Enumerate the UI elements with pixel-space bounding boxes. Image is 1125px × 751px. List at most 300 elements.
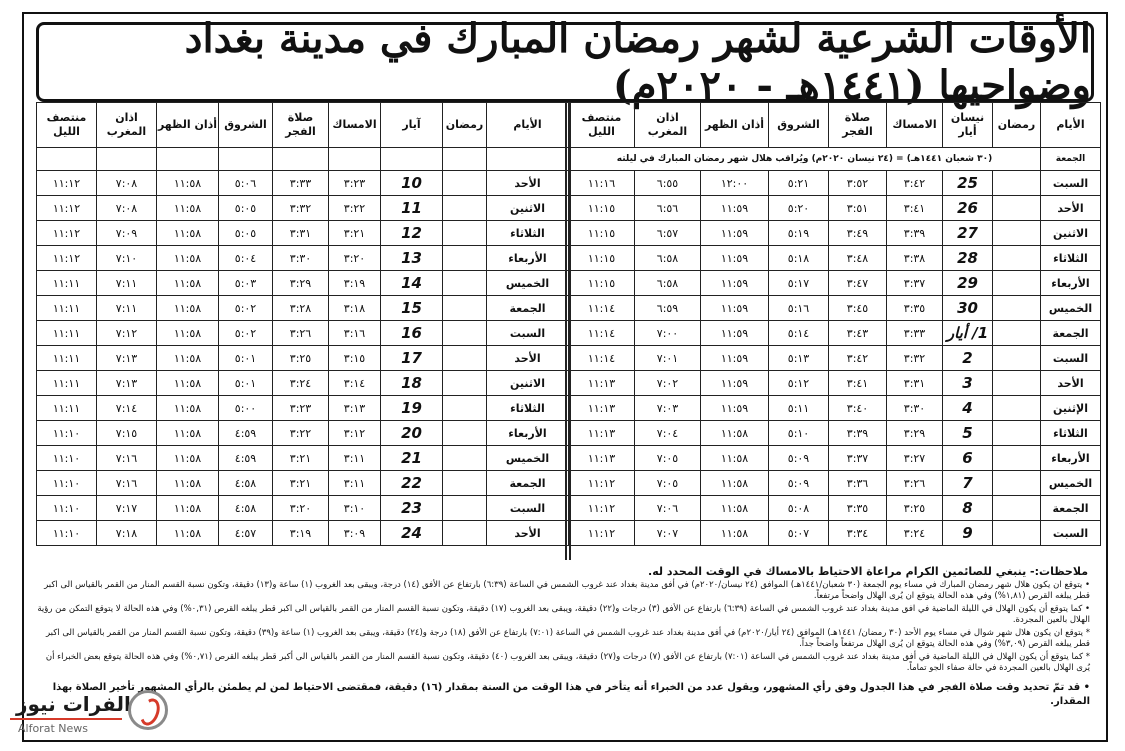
table-row xyxy=(569,296,1101,321)
empty-cell xyxy=(97,148,157,171)
fajr-cell: ٣:٢٩ xyxy=(273,271,329,296)
sunrise-cell: ٥:١٠ xyxy=(769,421,829,446)
midnight-cell: ١١:١٢ xyxy=(37,221,97,246)
dhuhr-cell: ١١:٥٩ xyxy=(701,296,769,321)
notes-section xyxy=(36,560,1094,738)
midnight-cell: ١١:١٢ xyxy=(37,171,97,196)
midnight-cell: ١١:١٤ xyxy=(569,296,635,321)
imsak-cell: ٣:١٩ xyxy=(329,271,381,296)
fajr-cell: ٣:٤١ xyxy=(829,371,887,396)
imsak-cell: ٣:١٨ xyxy=(329,296,381,321)
sunrise-cell: ٥:١٦ xyxy=(769,296,829,321)
fajr-cell: ٣:٣٩ xyxy=(829,421,887,446)
table-row xyxy=(569,171,1101,196)
maghrib-cell: ٧:٠٨ xyxy=(97,171,157,196)
column-header: رمضان xyxy=(443,103,487,148)
ramadan-cell xyxy=(443,271,487,296)
midnight-cell: ١١:١٥ xyxy=(569,246,635,271)
day-cell: السبت xyxy=(1041,346,1101,371)
maghrib-cell: ٧:١٦ xyxy=(97,446,157,471)
ramadan-cell xyxy=(443,521,487,546)
table-row xyxy=(569,221,1101,246)
fajr-cell: ٣:٣٣ xyxy=(273,171,329,196)
imsak-cell: ٣:٣٥ xyxy=(887,296,943,321)
date-cell: 16 xyxy=(381,321,443,346)
column-header: أذان الظهر xyxy=(701,103,769,148)
fajr-cell: ٣:٢٤ xyxy=(273,371,329,396)
maghrib-cell: ٦:٥٧ xyxy=(635,221,701,246)
maghrib-cell: ٧:١٣ xyxy=(97,346,157,371)
maghrib-cell: ٧:٠٩ xyxy=(97,221,157,246)
midnight-cell: ١١:١٣ xyxy=(569,396,635,421)
maghrib-cell: ٧:١٤ xyxy=(97,396,157,421)
fajr-cell: ٣:٤٨ xyxy=(829,246,887,271)
imsak-cell: ٣:٣٠ xyxy=(887,396,943,421)
ramadan-cell xyxy=(443,371,487,396)
table-row xyxy=(37,421,569,446)
maghrib-cell: ٦:٥٨ xyxy=(635,246,701,271)
table-row xyxy=(37,246,569,271)
day-cell: الثلاثاء xyxy=(487,221,569,246)
dhuhr-cell: ١١:٥٩ xyxy=(701,271,769,296)
midnight-cell: ١١:١٢ xyxy=(569,496,635,521)
date-cell: 17 xyxy=(381,346,443,371)
ramadan-cell xyxy=(443,446,487,471)
fajr-cell: ٣:٢٣ xyxy=(273,396,329,421)
empty-cell xyxy=(329,148,381,171)
sunrise-cell: ٥:٠٠ xyxy=(219,396,273,421)
date-cell: 3 xyxy=(943,371,993,396)
imsak-cell: ٣:٠٩ xyxy=(329,521,381,546)
maghrib-cell: ٧:١٨ xyxy=(97,521,157,546)
sunrise-cell: ٥:١١ xyxy=(769,396,829,421)
timetable-page xyxy=(22,12,1108,742)
table-row xyxy=(37,396,569,421)
imsak-cell: ٣:١٠ xyxy=(329,496,381,521)
sunrise-cell: ٥:٠٥ xyxy=(219,221,273,246)
day-cell: الخميس xyxy=(1041,471,1101,496)
ramadan-cell xyxy=(993,346,1041,371)
date-cell: 14 xyxy=(381,271,443,296)
midnight-cell: ١١:١١ xyxy=(37,396,97,421)
sunrise-cell: ٥:١٢ xyxy=(769,371,829,396)
day-cell: السبت xyxy=(1041,171,1101,196)
imsak-cell: ٣:٣٣ xyxy=(887,321,943,346)
imsak-cell: ٣:١١ xyxy=(329,446,381,471)
maghrib-cell: ٧:٠٧ xyxy=(635,521,701,546)
imsak-cell: ٣:٣٩ xyxy=(887,221,943,246)
fajr-cell: ٣:٤٩ xyxy=(829,221,887,246)
midnight-cell: ١١:١٥ xyxy=(569,271,635,296)
sunrise-cell: ٤:٥٩ xyxy=(219,446,273,471)
table-row xyxy=(569,421,1101,446)
date-cell: 27 xyxy=(943,221,993,246)
fajr-cell: ٣:٢٨ xyxy=(273,296,329,321)
imsak-cell: ٣:١٢ xyxy=(329,421,381,446)
date-cell: 5 xyxy=(943,421,993,446)
ramadan-cell xyxy=(443,246,487,271)
imsak-cell: ٣:١٣ xyxy=(329,396,381,421)
fajr-cell: ٣:٥٢ xyxy=(829,171,887,196)
column-header: نيسان أيار xyxy=(943,103,993,148)
day-cell: الأحد xyxy=(487,521,569,546)
fajr-cell: ٣:٣٥ xyxy=(829,496,887,521)
date-cell: 15 xyxy=(381,296,443,321)
table-row xyxy=(569,321,1101,346)
day-cell: الجمعة xyxy=(1041,321,1101,346)
ramadan-cell xyxy=(993,496,1041,521)
date-cell: 13 xyxy=(381,246,443,271)
midnight-cell: ١١:١٠ xyxy=(37,521,97,546)
ramadan-cell xyxy=(993,471,1041,496)
column-header: اذان المغرب xyxy=(635,103,701,148)
date-cell: 24 xyxy=(381,521,443,546)
fajr-cell: ٣:٤٠ xyxy=(829,396,887,421)
empty-cell xyxy=(219,148,273,171)
maghrib-cell: ٧:٠٦ xyxy=(635,496,701,521)
dhuhr-cell: ١١:٥٨ xyxy=(157,196,219,221)
sunrise-cell: ٥:٠٣ xyxy=(219,271,273,296)
imsak-cell: ٣:٤١ xyxy=(887,196,943,221)
dhuhr-cell: ١١:٥٨ xyxy=(701,521,769,546)
imsak-cell: ٣:٤٢ xyxy=(887,171,943,196)
sunrise-cell: ٤:٥٨ xyxy=(219,496,273,521)
empty-cell xyxy=(381,148,443,171)
column-header: الامساك xyxy=(887,103,943,148)
date-cell: 22 xyxy=(381,471,443,496)
sunrise-cell: ٥:٠٩ xyxy=(769,471,829,496)
imsak-cell: ٣:٣٧ xyxy=(887,271,943,296)
sunrise-cell: ٥:١٨ xyxy=(769,246,829,271)
dhuhr-cell: ١١:٥٩ xyxy=(701,346,769,371)
empty-cell xyxy=(157,148,219,171)
ramadan-cell xyxy=(993,196,1041,221)
dhuhr-cell: ١١:٥٩ xyxy=(701,196,769,221)
empty-cell xyxy=(443,148,487,171)
column-header: صلاة الفجر xyxy=(273,103,329,148)
fajr-cell: ٣:٣٠ xyxy=(273,246,329,271)
table-row xyxy=(569,396,1101,421)
table-row xyxy=(37,148,569,171)
ramadan-cell xyxy=(993,246,1041,271)
date-cell: 29 xyxy=(943,271,993,296)
imsak-cell: ٣:١٥ xyxy=(329,346,381,371)
sunrise-cell: ٥:٢٠ xyxy=(769,196,829,221)
dhuhr-cell: ١١:٥٨ xyxy=(157,221,219,246)
day-cell: الجمعة xyxy=(487,296,569,321)
table-row xyxy=(37,496,569,521)
maghrib-cell: ٧:١٢ xyxy=(97,321,157,346)
sunrise-cell: ٥:١٤ xyxy=(769,321,829,346)
midnight-cell: ١١:١٢ xyxy=(569,521,635,546)
midnight-cell: ١١:١٠ xyxy=(37,471,97,496)
sunrise-cell: ٥:٠٢ xyxy=(219,296,273,321)
fajr-cell: ٣:٣٧ xyxy=(829,446,887,471)
column-header: الشروق xyxy=(219,103,273,148)
ramadan-cell xyxy=(443,421,487,446)
date-cell: 19 xyxy=(381,396,443,421)
column-header: الأيام xyxy=(1041,103,1101,148)
imsak-cell: ٣:٣١ xyxy=(887,371,943,396)
sunrise-cell: ٤:٥٩ xyxy=(219,421,273,446)
fajr-cell: ٣:٥١ xyxy=(829,196,887,221)
dhuhr-cell: ١١:٥٨ xyxy=(157,371,219,396)
logo-arabic-text: الفرات نيوز xyxy=(16,692,131,716)
sunrise-cell: ٥:٠٢ xyxy=(219,321,273,346)
midnight-cell: ١١:١٤ xyxy=(569,321,635,346)
day-cell: الثلاثاء xyxy=(1041,421,1101,446)
ramadan-cell xyxy=(993,521,1041,546)
day-cell: الأربعاء xyxy=(487,246,569,271)
dhuhr-cell: ١١:٥٨ xyxy=(157,521,219,546)
sunrise-cell: ٥:٠٩ xyxy=(769,446,829,471)
column-header: الشروق xyxy=(769,103,829,148)
sunrise-cell: ٥:١٧ xyxy=(769,271,829,296)
table-row xyxy=(569,371,1101,396)
day-cell: الجمعة xyxy=(1041,148,1101,171)
ramadan-cell xyxy=(443,196,487,221)
fajr-cell: ٣:٢٦ xyxy=(273,321,329,346)
imsak-cell: ٣:٢١ xyxy=(329,221,381,246)
note-final: • قد تمّ تحديد وقت صلاة الفجر في هذا الجدول وفق رأي المشهور، ويقول عدد من الخبراء أنه يتأخر في هذا الوقت من السنة بمقدار (١٦) دقيقة، فمقتضى الاحتياط لمن لم يطمئن بالرأي المشهور تأخير الصلاة بهذا المقدار. xyxy=(52,681,1090,707)
table-row xyxy=(37,171,569,196)
sunrise-cell: ٥:٠٤ xyxy=(219,246,273,271)
date-cell: 9 xyxy=(943,521,993,546)
midnight-cell: ١١:١٢ xyxy=(37,246,97,271)
timetable-right xyxy=(568,102,1101,546)
fajr-cell: ٣:٢١ xyxy=(273,446,329,471)
ramadan-cell xyxy=(443,496,487,521)
date-cell: 18 xyxy=(381,371,443,396)
dhuhr-cell: ١٢:٠٠ xyxy=(701,171,769,196)
midnight-cell: ١١:١٢ xyxy=(37,196,97,221)
maghrib-cell: ٧:٠٨ xyxy=(97,196,157,221)
date-cell: 25 xyxy=(943,171,993,196)
midnight-cell: ١١:١٣ xyxy=(569,421,635,446)
midnight-cell: ١١:١١ xyxy=(37,371,97,396)
day-cell: الأحد xyxy=(1041,196,1101,221)
sunrise-cell: ٤:٥٨ xyxy=(219,471,273,496)
column-header: رمضان xyxy=(993,103,1041,148)
day-cell: السبت xyxy=(1041,521,1101,546)
day-cell: الإثنين xyxy=(1041,396,1101,421)
fajr-cell: ٣:٤٢ xyxy=(829,346,887,371)
maghrib-cell: ٦:٥٩ xyxy=(635,296,701,321)
maghrib-cell: ٧:٠٥ xyxy=(635,446,701,471)
column-header: صلاة الفجر xyxy=(829,103,887,148)
note-item: • يتوقع ان يكون هلال شهر رمضان المبارك في مساء يوم الجمعة (٣٠ شعبان/١٤٤١هـ) الموافق (٢٤ نيسان/٢٠٢٠م) في أفق مدينة بغداد عند غروب الشمس في الساعة (٦:٣٩) بارتفاع عن الأفق (١٤) درجة، ويبقى بعد الغروب (١) ساعة و(١٣) دقيقة، وتكون نسبة القسم المنار من القمر بالقياس الى اكبر قطر يبلغه القرص (١,٨١%) وفي هذه الحالة يتوقع ان يُرى الهلال واضحاً مرتفعاً. xyxy=(44,579,1090,601)
midnight-cell: ١١:١١ xyxy=(37,346,97,371)
imsak-cell: ٣:٢٣ xyxy=(329,171,381,196)
note-item: * يتوقع ان يكون هلال شهر شوال في مساء يوم الأحد (٣٠ رمضان/ ١٤٤١هـ) الموافق (٢٤ أيار/٢٠٢٠م) في أفق مدينة بغداد عند غروب الشمس في الساعة (٧:٠١) بارتفاع عن الأفق (١٨) درجة و(٢٤) دقيقة، ويبقى بعد الغروب (١) ساعة و(٣٩) دقيقة، وتكون نسبة القسم المنار من القمر بالقياس الى اكبر قطر يبلغه القرص (٣,٠٩%) وفي هذه الحالة يتوقع ان يُرى الهلال مرتفعاً واضحاً جداً. xyxy=(45,627,1090,649)
date-cell: 1/ أيار xyxy=(943,321,993,346)
maghrib-cell: ٦:٥٦ xyxy=(635,196,701,221)
logo-accent-bar xyxy=(10,718,122,720)
dhuhr-cell: ١١:٥٨ xyxy=(701,496,769,521)
sunrise-cell: ٥:٠٨ xyxy=(769,496,829,521)
fajr-cell: ٣:٤٣ xyxy=(829,321,887,346)
maghrib-cell: ٧:١٧ xyxy=(97,496,157,521)
table-row xyxy=(569,471,1101,496)
dhuhr-cell: ١١:٥٨ xyxy=(157,396,219,421)
date-cell: 11 xyxy=(381,196,443,221)
ramadan-cell xyxy=(993,221,1041,246)
sunrise-cell: ٥:١٣ xyxy=(769,346,829,371)
ramadan-cell xyxy=(443,346,487,371)
midnight-cell: ١١:١١ xyxy=(37,296,97,321)
dhuhr-cell: ١١:٥٨ xyxy=(701,471,769,496)
day-cell: الثلاثاء xyxy=(1041,246,1101,271)
table-row xyxy=(569,196,1101,221)
column-header: الامساك xyxy=(329,103,381,148)
date-cell: 7 xyxy=(943,471,993,496)
alforat-logo-icon xyxy=(128,690,168,730)
midnight-cell: ١١:١٠ xyxy=(37,446,97,471)
dhuhr-cell: ١١:٥٨ xyxy=(157,346,219,371)
column-header: اذان المغرب xyxy=(97,103,157,148)
midnight-cell: ١١:١١ xyxy=(37,321,97,346)
ramadan-cell xyxy=(993,321,1041,346)
fajr-cell: ٣:٢٥ xyxy=(273,346,329,371)
midnight-cell: ١١:١٣ xyxy=(569,371,635,396)
day-cell: الجمعة xyxy=(1041,496,1101,521)
imsak-cell: ٣:٣٨ xyxy=(887,246,943,271)
table-header-row xyxy=(37,103,569,148)
day-cell: الأربعاء xyxy=(1041,271,1101,296)
date-cell: 21 xyxy=(381,446,443,471)
dhuhr-cell: ١١:٥٩ xyxy=(701,246,769,271)
day-cell: الجمعة xyxy=(487,471,569,496)
table-row xyxy=(37,271,569,296)
sunrise-cell: ٤:٥٧ xyxy=(219,521,273,546)
table-row xyxy=(37,296,569,321)
day-cell: السبت xyxy=(487,321,569,346)
maghrib-cell: ٧:٠١ xyxy=(635,346,701,371)
imsak-cell: ٣:٢٤ xyxy=(887,521,943,546)
timetable-left xyxy=(36,102,569,546)
ramadan-cell xyxy=(443,171,487,196)
day-cell: الخميس xyxy=(487,446,569,471)
imsak-cell: ٣:٣٢ xyxy=(887,346,943,371)
maghrib-cell: ٧:٠٤ xyxy=(635,421,701,446)
table-row xyxy=(37,321,569,346)
maghrib-cell: ٧:٠٣ xyxy=(635,396,701,421)
date-cell: 12 xyxy=(381,221,443,246)
day-cell: الخميس xyxy=(1041,296,1101,321)
ramadan-cell xyxy=(443,471,487,496)
day-cell: الأربعاء xyxy=(1041,446,1101,471)
empty-cell xyxy=(273,148,329,171)
page-title: الأوقات الشرعية لشهر رمضان المبارك في مدينة بغداد وضواحيها (١٤٤١هـ - ٢٠٢٠م) xyxy=(36,22,1094,102)
dhuhr-cell: ١١:٥٨ xyxy=(157,446,219,471)
dhuhr-cell: ١١:٥٩ xyxy=(701,371,769,396)
midnight-cell: ١١:١٥ xyxy=(569,196,635,221)
table-row xyxy=(37,446,569,471)
ramadan-cell xyxy=(443,296,487,321)
maghrib-cell: ٧:١٠ xyxy=(97,246,157,271)
dhuhr-cell: ١١:٥٩ xyxy=(701,396,769,421)
table-row xyxy=(37,371,569,396)
imsak-cell: ٣:٢٢ xyxy=(329,196,381,221)
table-row xyxy=(569,446,1101,471)
sunrise-cell: ٥:٠١ xyxy=(219,371,273,396)
midnight-cell: ١١:١٤ xyxy=(569,346,635,371)
maghrib-cell: ٧:١٦ xyxy=(97,471,157,496)
fajr-cell: ٣:٢٢ xyxy=(273,421,329,446)
dhuhr-cell: ١١:٥٨ xyxy=(157,171,219,196)
table-row xyxy=(569,521,1101,546)
dhuhr-cell: ١١:٥٩ xyxy=(701,221,769,246)
empty-cell xyxy=(487,148,569,171)
ramadan-cell xyxy=(443,321,487,346)
day-cell: الأحد xyxy=(1041,371,1101,396)
day-cell: الأربعاء xyxy=(487,421,569,446)
logo-english-text: Alforat News xyxy=(18,722,88,735)
ramadan-cell xyxy=(993,421,1041,446)
maghrib-cell: ٦:٥٨ xyxy=(635,271,701,296)
dhuhr-cell: ١١:٥٨ xyxy=(157,296,219,321)
alforat-logo xyxy=(10,688,170,744)
date-cell: 4 xyxy=(943,396,993,421)
sunrise-cell: ٥:٠١ xyxy=(219,346,273,371)
dhuhr-cell: ١١:٥٨ xyxy=(157,496,219,521)
midnight-cell: ١١:١٦ xyxy=(569,171,635,196)
date-cell: 10 xyxy=(381,171,443,196)
table-row xyxy=(37,521,569,546)
dhuhr-cell: ١١:٥٨ xyxy=(701,446,769,471)
sunrise-cell: ٥:٠٥ xyxy=(219,196,273,221)
sunrise-cell: ٥:٠٧ xyxy=(769,521,829,546)
day-cell: الأحد xyxy=(487,346,569,371)
column-header: أذان الظهر xyxy=(157,103,219,148)
ramadan-cell xyxy=(993,171,1041,196)
column-header: آيار xyxy=(381,103,443,148)
table-row xyxy=(569,346,1101,371)
ramadan-cell xyxy=(443,221,487,246)
imsak-cell: ٣:٢٠ xyxy=(329,246,381,271)
day-cell: الأحد xyxy=(487,171,569,196)
date-cell: 30 xyxy=(943,296,993,321)
midnight-cell: ١١:١٠ xyxy=(37,421,97,446)
maghrib-cell: ٧:٠٥ xyxy=(635,471,701,496)
notes-heading: ملاحظات:- ينبغي للصائمين الكرام مراعاة الاحتياط بالامساك في الوقت المحدد له. xyxy=(648,565,1088,578)
table-row xyxy=(37,196,569,221)
ramadan-cell xyxy=(993,296,1041,321)
maghrib-cell: ٧:١١ xyxy=(97,296,157,321)
day-cell: الاثنين xyxy=(487,196,569,221)
table-row xyxy=(37,471,569,496)
imsak-cell: ٣:١٤ xyxy=(329,371,381,396)
day-cell: الخميس xyxy=(487,271,569,296)
midnight-cell: ١١:١٠ xyxy=(37,496,97,521)
maghrib-cell: ٧:١٣ xyxy=(97,371,157,396)
fajr-cell: ٣:٤٥ xyxy=(829,296,887,321)
fajr-cell: ٣:٣١ xyxy=(273,221,329,246)
day-cell: السبت xyxy=(487,496,569,521)
note-item: * كما يتوقع أن يكون الهلال في الليلة الماضية في أفق مدينة بغداد عند غروب الشمس في الساعة (٧:٠١) بارتفاع عن الأفق (٧) درجات و(٢٧) دقيقة، ويبقى بعد الغروب (٤٠) دقيقة، وتكون نسبة القسم المنار من القمر بالقياس الى أكبر قطر يبلغه القرص (٠,٧١%) وفي هذه الحالة يتوقع بعض الخبراء أن يُرى الهلال بالعين المجردة في حالة صفاء الجو تماماً. xyxy=(45,651,1090,673)
table-row xyxy=(569,496,1101,521)
date-cell: 26 xyxy=(943,196,993,221)
date-cell: 8 xyxy=(943,496,993,521)
day-cell: الاثنين xyxy=(487,371,569,396)
table-row xyxy=(569,271,1101,296)
table-row xyxy=(569,148,1101,171)
maghrib-cell: ٧:١١ xyxy=(97,271,157,296)
dhuhr-cell: ١١:٥٨ xyxy=(157,271,219,296)
maghrib-cell: ٧:١٥ xyxy=(97,421,157,446)
table-row xyxy=(37,346,569,371)
announcement-cell: (٣٠ شعبان ١٤٤١هـ) = (٢٤ نيسان ٢٠٢٠م) ويُراقب هلال شهر رمضان المبارك في ليلته xyxy=(569,148,1041,171)
